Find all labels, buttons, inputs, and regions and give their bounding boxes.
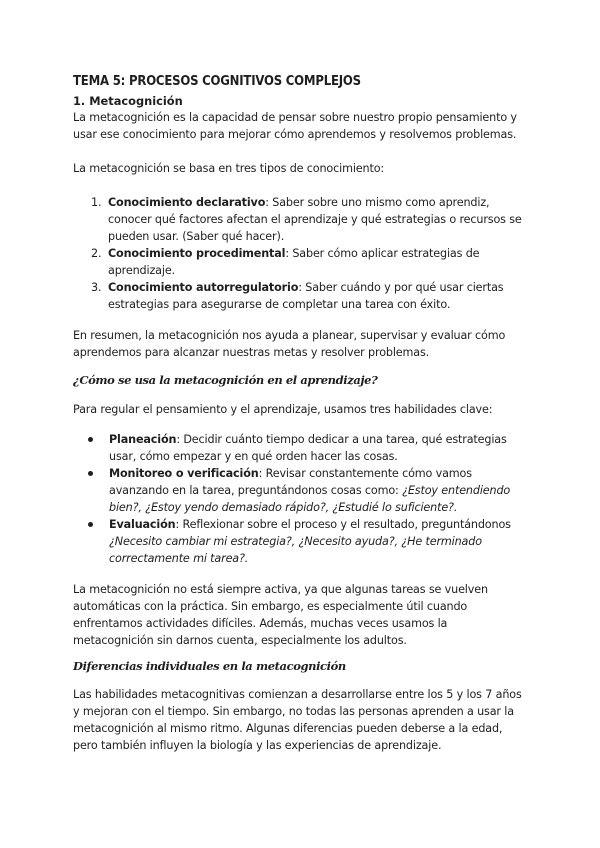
paragraph-closing: La metacognición no está siempre activa, ya que algunas tareas se vuelven automáticas con la práctica. Sin embargo, es especialmente útil cuando enfrentamos actividades difíciles. Además, muchas veces usamos la metacognición sin darnos cuenta, especialmente los adultos. bbox=[73, 583, 488, 647]
page-title: TEMA 5: PROCESOS COGNITIVOS COMPLEJOS bbox=[73, 74, 361, 89]
bullet-icon bbox=[88, 522, 93, 527]
paragraph-types-intro: La metacognición se basa en tres tipos de conocimiento: bbox=[73, 162, 385, 175]
section-heading-diferencias: Diferencias individuales en la metacognición bbox=[73, 659, 346, 673]
list-item: 3. Conocimiento autorregulatorio: Saber cuándo y por qué usar ciertas estrategias para asegurarse de completar una tarea con éxito. bbox=[91, 281, 504, 311]
paragraph-skills-intro: Para regular el pensamiento y el aprendizaje, usamos tres habilidades clave: bbox=[73, 403, 493, 416]
document-page bbox=[73, 74, 525, 754]
list-item: Monitoreo o verificación: Revisar constantemente cómo vamos avanzando en la tarea, preguntándonos cosas como: ¿Estoy entendiendo bien?, ¿Estoy yendo demasiado rápido?, ¿Estudié lo suficiente?. bbox=[73, 465, 525, 516]
list-item: Planeación: Decidir cuánto tiempo dedicar a una tarea, qué estrategias usar, cómo empezar y en qué orden hacer las cosas. bbox=[73, 431, 525, 465]
types-list bbox=[73, 194, 525, 313]
bullet-icon bbox=[88, 437, 93, 442]
skills-list bbox=[73, 431, 525, 567]
paragraph-intro: La metacognición es la capacidad de pensar sobre nuestro propio pensamiento y usar ese conocimiento para mejorar cómo aprendemos y resolvemos problemas. bbox=[73, 111, 517, 141]
list-item: Evaluación: Reflexionar sobre el proceso y el resultado, preguntándonos ¿Necesito cambiar mi estrategia?, ¿Necesito ayuda?, ¿He terminado correctamente mi tarea?. bbox=[73, 516, 525, 567]
section-heading-como-se-usa: ¿Cómo se usa la metacognición en el aprendizaje? bbox=[73, 373, 378, 387]
list-item: 1. Conocimiento declarativo: Saber sobre uno mismo como aprendiz, conocer qué factores afectan el aprendizaje y qué estrategias o recursos se pueden usar. (Saber qué hacer). bbox=[91, 196, 522, 243]
bullet-icon bbox=[88, 471, 93, 476]
paragraph-diferencias: Las habilidades metacognitivas comienzan a desarrollarse entre los 5 y los 7 años y mejoran con el tiempo. Sin embargo, no todas las personas aprenden a usar la metacognición al mismo ritmo. Algunas diferencias pueden deberse a la edad, pero también influyen la biología y las experiencias de aprendizaje. bbox=[73, 688, 522, 752]
paragraph-summary: En resumen, la metacognición nos ayuda a planear, supervisar y evaluar cómo aprendemos para alcanzar nuestras metas y resolver problemas. bbox=[73, 329, 506, 359]
list-item: 2. Conocimiento procedimental: Saber cómo aplicar estrategias de aprendizaje. bbox=[91, 247, 480, 277]
section-heading-metacognicion: 1. Metacognición bbox=[73, 94, 183, 108]
